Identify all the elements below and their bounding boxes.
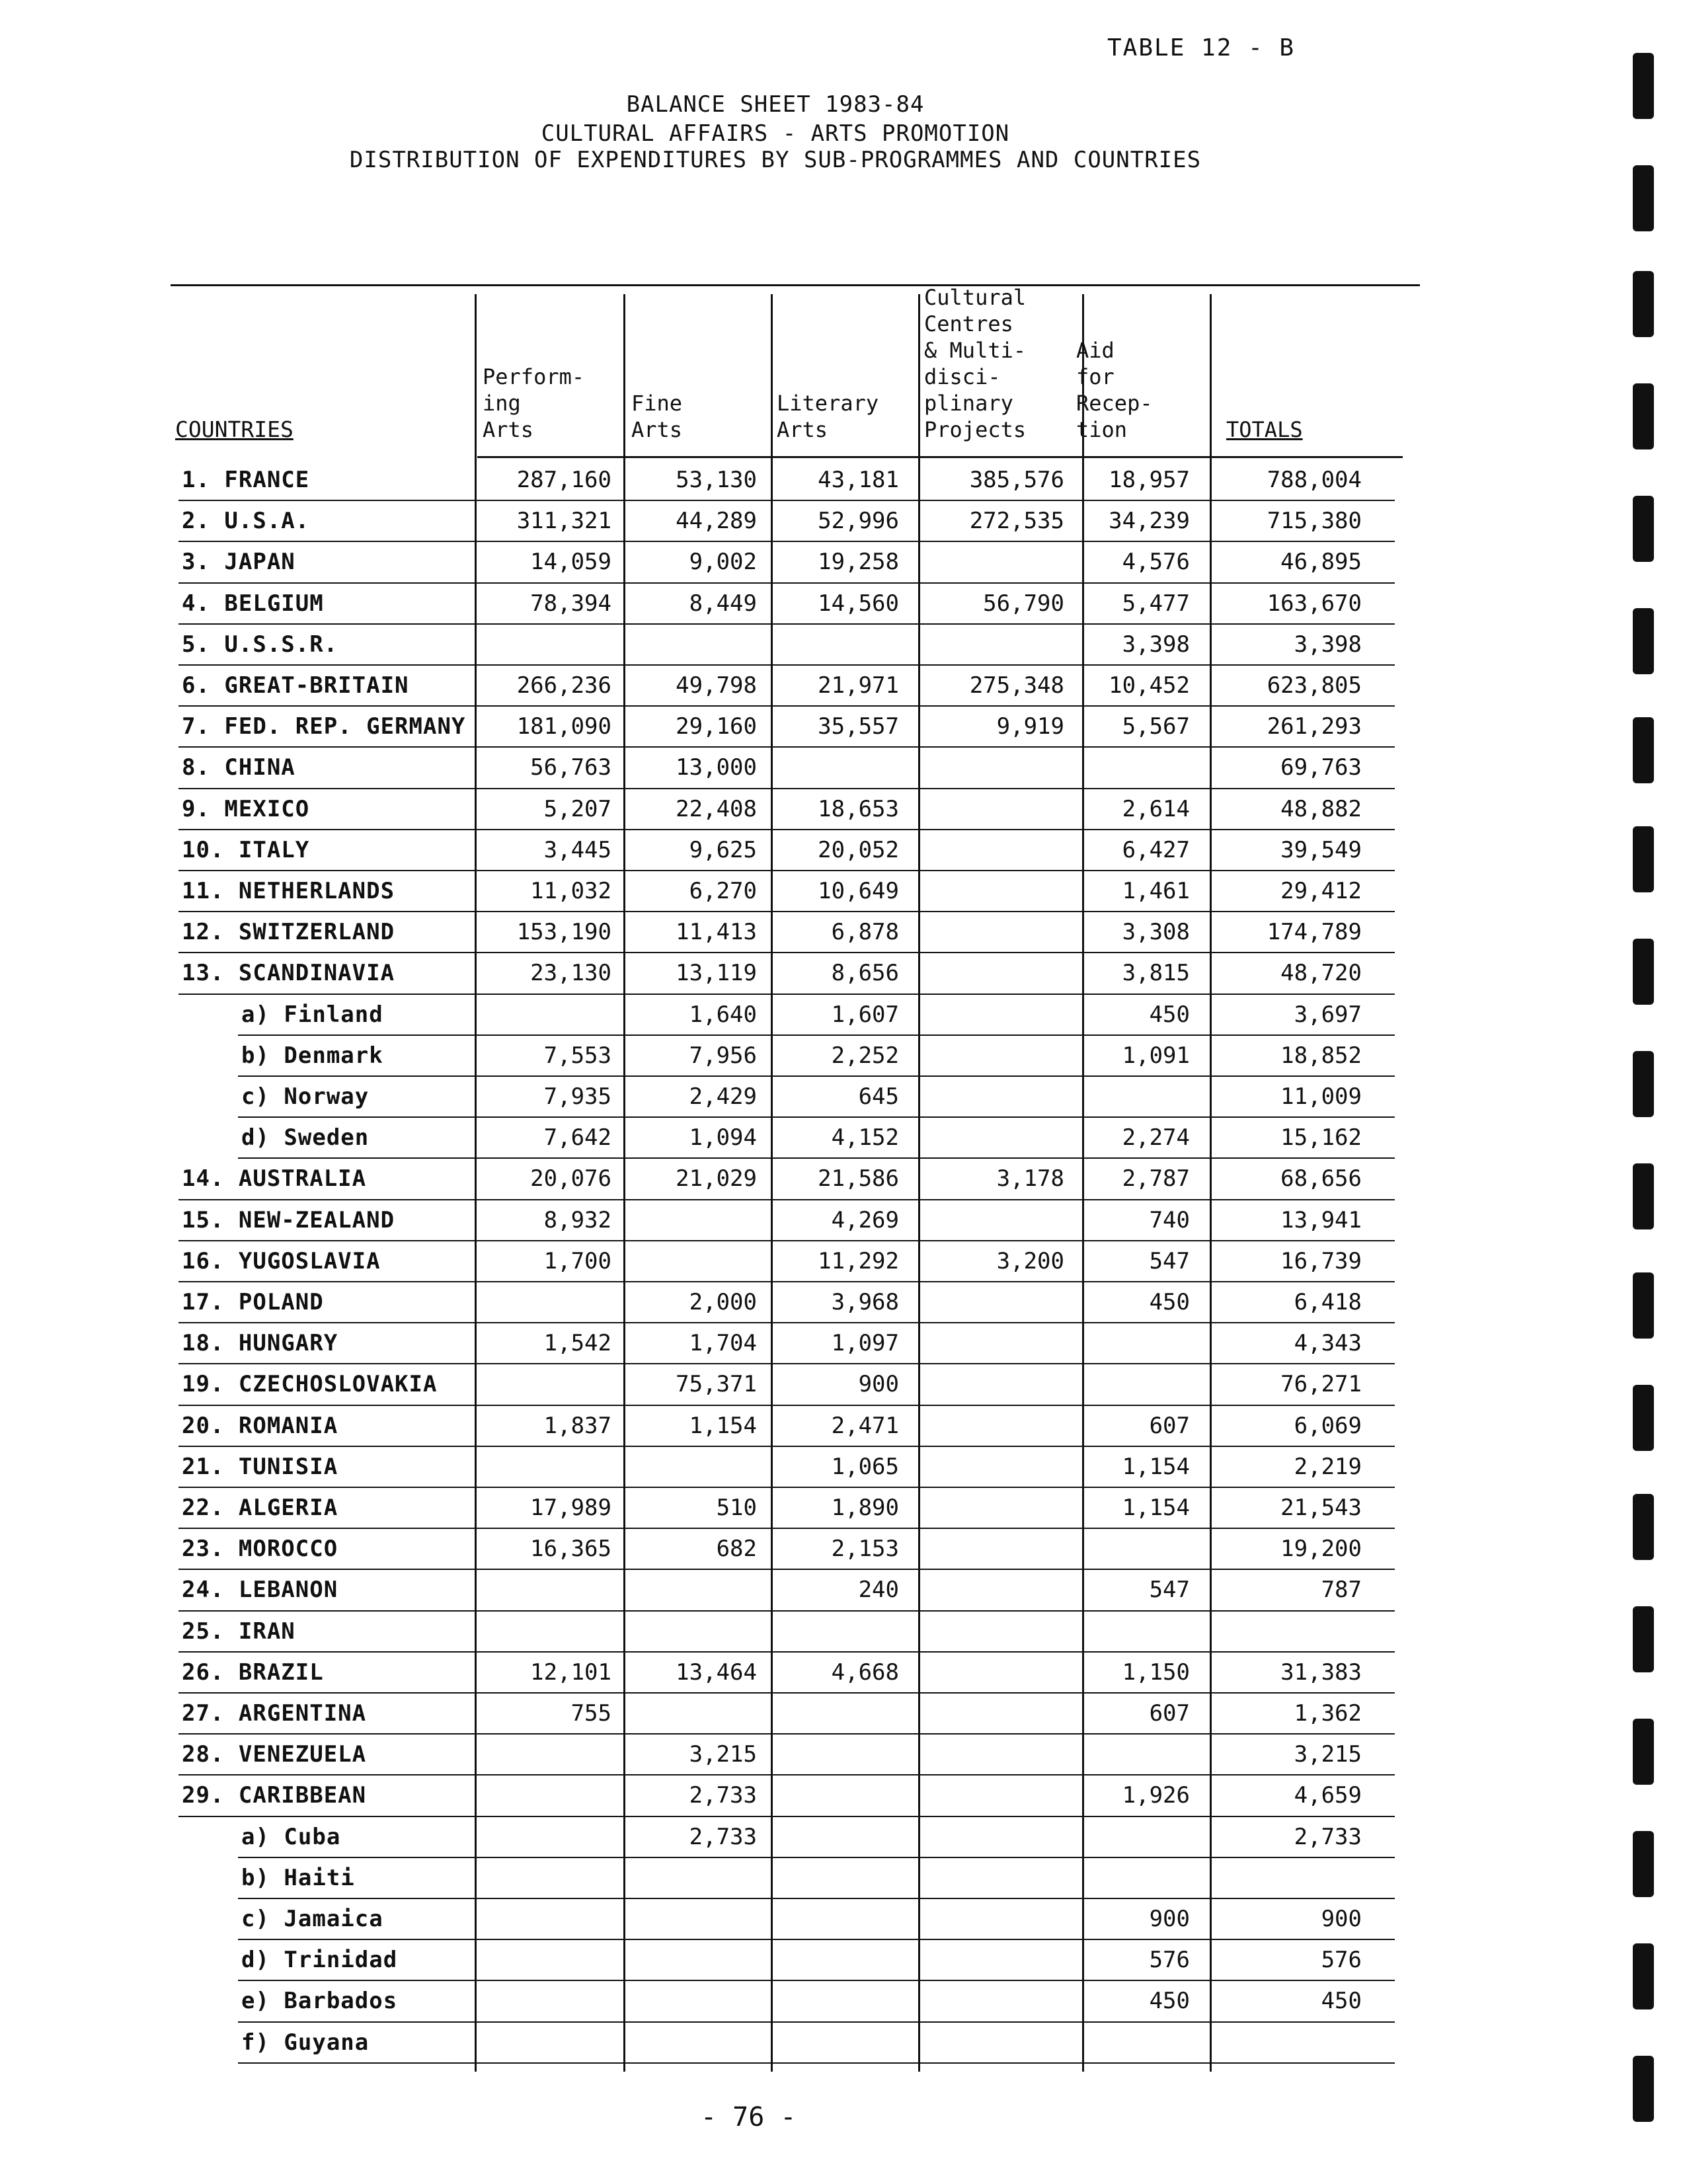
cell-performing: 23,130 (530, 960, 611, 987)
binder-mark (1633, 383, 1654, 449)
cell-total: 16,739 (1280, 1247, 1362, 1274)
cell-fine: 682 (716, 1536, 757, 1563)
binder-mark (1633, 1272, 1654, 1339)
cell-literary: 8,656 (831, 960, 899, 987)
cell-total: 11,009 (1280, 1083, 1362, 1110)
cell-aid: 3,308 (1122, 919, 1190, 946)
country-name: 29. CARIBBEAN (182, 1782, 367, 1809)
cell-cultural: 275,348 (969, 672, 1064, 699)
cell-total: 13,941 (1280, 1206, 1362, 1233)
row-rule (178, 1733, 1395, 1735)
cell-literary: 1,097 (831, 1330, 899, 1357)
binder-mark (1633, 165, 1654, 231)
row-rule (178, 541, 1395, 542)
cell-total: 900 (1321, 1906, 1362, 1932)
country-name: f) Guyana (241, 2029, 370, 2056)
cell-fine: 1,154 (689, 1412, 757, 1439)
cell-fine: 3,215 (689, 1741, 757, 1768)
cell-performing: 3,445 (543, 836, 611, 863)
cell-total: 39,549 (1280, 836, 1362, 863)
cell-fine: 13,000 (676, 754, 757, 781)
cell-total: 31,383 (1280, 1658, 1362, 1686)
cell-literary: 2,471 (831, 1412, 899, 1439)
cell-performing: 17,989 (530, 1495, 611, 1521)
row-rule (178, 1651, 1395, 1653)
cell-literary: 4,269 (831, 1206, 899, 1233)
row-rule (238, 1034, 1395, 1036)
row-rule (238, 1075, 1395, 1077)
cell-fine: 6,270 (689, 878, 757, 904)
row-rule (178, 746, 1395, 748)
cell-aid: 607 (1149, 1700, 1190, 1727)
country-name: 15. NEW-ZEALAND (182, 1206, 395, 1233)
row-rule (178, 1322, 1395, 1323)
cell-literary: 3,968 (831, 1289, 899, 1315)
row-rule (178, 788, 1395, 789)
cell-literary: 2,252 (831, 1042, 899, 1069)
cell-aid: 740 (1149, 1206, 1190, 1233)
page-number: - 76 - (701, 2102, 797, 2132)
row-rule (238, 1939, 1395, 1940)
cell-total: 68,656 (1280, 1165, 1362, 1192)
cell-aid: 1,154 (1122, 1495, 1190, 1521)
cell-aid: 3,815 (1122, 960, 1190, 987)
cell-total: 6,069 (1294, 1412, 1362, 1439)
cell-performing: 12,101 (530, 1658, 611, 1686)
cell-fine: 44,289 (676, 508, 757, 535)
row-rule (178, 1446, 1395, 1447)
row-rule (178, 1528, 1395, 1529)
cell-total: 29,412 (1280, 878, 1362, 904)
header-fine-arts: Fine Arts (631, 391, 683, 442)
cell-fine: 2,733 (689, 1823, 757, 1850)
cell-total: 174,789 (1267, 919, 1362, 946)
cell-fine: 510 (716, 1495, 757, 1521)
cell-fine: 13,464 (676, 1658, 757, 1686)
cell-total: 4,659 (1294, 1782, 1362, 1809)
cell-cultural: 272,535 (969, 508, 1064, 535)
binder-mark (1633, 271, 1654, 337)
country-name: a) Finland (241, 1001, 383, 1028)
cell-performing: 266,236 (516, 672, 611, 699)
cell-aid: 607 (1149, 1412, 1190, 1439)
cell-fine: 7,956 (689, 1042, 757, 1069)
binder-mark (1633, 53, 1654, 119)
cell-literary: 21,586 (818, 1165, 899, 1192)
country-name: 23. MOROCCO (182, 1536, 338, 1563)
country-name: c) Jamaica (241, 1906, 383, 1932)
cell-performing: 56,763 (530, 754, 611, 781)
row-rule (178, 1281, 1395, 1282)
country-name: 20. ROMANIA (182, 1412, 338, 1439)
cell-total: 2,733 (1294, 1823, 1362, 1850)
country-name: d) Trinidad (241, 1947, 398, 1974)
cell-fine: 11,413 (676, 919, 757, 946)
row-rule (178, 705, 1395, 707)
row-rule (238, 1857, 1395, 1858)
cell-aid: 450 (1149, 1988, 1190, 2015)
cell-performing: 287,160 (516, 467, 611, 493)
binder-mark (1633, 717, 1654, 783)
binder-mark (1633, 1494, 1654, 1560)
cell-aid: 1,091 (1122, 1042, 1190, 1069)
cell-cultural: 3,178 (996, 1165, 1064, 1192)
cell-cultural: 3,200 (996, 1247, 1064, 1274)
binder-mark (1633, 1943, 1654, 2009)
row-rule (178, 870, 1395, 871)
country-name: 19. CZECHOSLOVAKIA (182, 1371, 438, 1398)
cell-total: 3,697 (1294, 1001, 1362, 1028)
country-name: 3. JAPAN (182, 549, 295, 576)
cell-aid: 2,274 (1122, 1124, 1190, 1151)
title-line-3: DISTRIBUTION OF EXPENDITURES BY SUB-PROGRAMMES AND COUNTRIES (349, 147, 1202, 173)
table-reference: TABLE 12 - B (1107, 34, 1296, 61)
cell-aid: 450 (1149, 1001, 1190, 1028)
cell-aid: 1,461 (1122, 878, 1190, 904)
country-name: 2. U.S.A. (182, 508, 310, 535)
cell-total: 261,293 (1267, 713, 1362, 740)
binder-mark (1633, 939, 1654, 1005)
cell-fine: 2,000 (689, 1289, 757, 1315)
row-rule (178, 1774, 1395, 1775)
cell-performing: 5,207 (543, 795, 611, 822)
cell-fine: 53,130 (676, 467, 757, 493)
cell-total: 19,200 (1280, 1536, 1362, 1563)
cell-literary: 645 (858, 1083, 899, 1110)
cell-total: 450 (1321, 1988, 1362, 2015)
cell-literary: 4,668 (831, 1658, 899, 1686)
cell-aid: 450 (1149, 1289, 1190, 1315)
row-rule (178, 664, 1395, 666)
cell-literary: 1,890 (831, 1495, 899, 1521)
cell-total: 76,271 (1280, 1371, 1362, 1398)
cell-total: 48,882 (1280, 795, 1362, 822)
row-rule (178, 952, 1395, 953)
cell-fine: 1,704 (689, 1330, 757, 1357)
row-rule (238, 2021, 1395, 2023)
cell-total: 163,670 (1267, 590, 1362, 617)
cell-total: 69,763 (1280, 754, 1362, 781)
row-rule (178, 1816, 1395, 1817)
cell-fine: 1,640 (689, 1001, 757, 1028)
cell-literary: 14,560 (818, 590, 899, 617)
cell-literary: 1,065 (831, 1453, 899, 1480)
country-name: 4. BELGIUM (182, 590, 324, 617)
row-rule (178, 829, 1395, 830)
country-name: 18. HUNGARY (182, 1330, 338, 1357)
cell-literary: 35,557 (818, 713, 899, 740)
country-name: d) Sweden (241, 1124, 370, 1151)
country-name: 1. FRANCE (182, 467, 310, 493)
country-name: 7. FED. REP. GERMANY (182, 713, 466, 740)
cell-total: 2,219 (1294, 1453, 1362, 1480)
cell-fine: 1,094 (689, 1124, 757, 1151)
cell-aid: 547 (1149, 1577, 1190, 1604)
cell-literary: 11,292 (818, 1247, 899, 1274)
row-rule (178, 500, 1395, 501)
header-bottom-rule (477, 456, 1403, 458)
country-name: 5. U.S.S.R. (182, 631, 338, 658)
binder-mark (1633, 826, 1654, 892)
cell-aid: 2,614 (1122, 795, 1190, 822)
cell-performing: 1,700 (543, 1247, 611, 1274)
country-name: 17. POLAND (182, 1289, 324, 1315)
cell-total: 3,398 (1294, 631, 1362, 658)
cell-literary: 10,649 (818, 878, 899, 904)
row-rule (178, 1405, 1395, 1406)
header-performing-arts: Perform- ing Arts (483, 364, 585, 442)
cell-total: 788,004 (1267, 467, 1362, 493)
cell-fine: 8,449 (689, 590, 757, 617)
cell-fine: 22,408 (676, 795, 757, 822)
row-rule (178, 1487, 1395, 1488)
country-name: 21. TUNISIA (182, 1453, 338, 1480)
cell-fine: 75,371 (676, 1371, 757, 1398)
binder-mark (1633, 2056, 1654, 2122)
cell-literary: 20,052 (818, 836, 899, 863)
cell-literary: 21,971 (818, 672, 899, 699)
binder-mark (1633, 608, 1654, 674)
cell-aid: 1,150 (1122, 1658, 1190, 1686)
binder-mark (1633, 1719, 1654, 1785)
country-name: a) Cuba (241, 1823, 341, 1850)
table-top-rule (171, 284, 1420, 286)
cell-fine: 2,733 (689, 1782, 757, 1809)
cell-aid: 18,957 (1109, 467, 1190, 493)
cell-total: 6,418 (1294, 1289, 1362, 1315)
binder-mark (1633, 1163, 1654, 1229)
cell-performing: 1,542 (543, 1330, 611, 1357)
cell-total: 623,805 (1267, 672, 1362, 699)
cell-total: 715,380 (1267, 508, 1362, 535)
row-rule (238, 1157, 1395, 1159)
title-line-1: BALANCE SHEET 1983-84 (626, 91, 925, 118)
row-rule (178, 1363, 1395, 1364)
cell-aid: 5,567 (1122, 713, 1190, 740)
cell-performing: 11,032 (530, 878, 611, 904)
cell-fine: 13,119 (676, 960, 757, 987)
cell-aid: 576 (1149, 1947, 1190, 1974)
country-name: 10. ITALY (182, 836, 310, 863)
cell-cultural: 9,919 (996, 713, 1064, 740)
binder-mark (1633, 496, 1654, 562)
country-name: 13. SCANDINAVIA (182, 960, 395, 987)
header-totals: TOTALS (1226, 417, 1303, 442)
country-name: c) Norway (241, 1083, 370, 1110)
header-countries: COUNTRIES (175, 416, 294, 442)
country-name: 24. LEBANON (182, 1577, 338, 1604)
cell-performing: 20,076 (530, 1165, 611, 1192)
cell-aid: 34,239 (1109, 508, 1190, 535)
row-rule (178, 1199, 1395, 1200)
cell-total: 576 (1321, 1947, 1362, 1974)
row-rule (178, 1692, 1395, 1694)
cell-literary: 4,152 (831, 1124, 899, 1151)
row-rule (238, 1980, 1395, 1981)
cell-total: 3,215 (1294, 1741, 1362, 1768)
cell-literary: 52,996 (818, 508, 899, 535)
cell-aid: 10,452 (1109, 672, 1190, 699)
country-name: e) Barbados (241, 1988, 398, 2015)
cell-literary: 43,181 (818, 467, 899, 493)
cell-fine: 49,798 (676, 672, 757, 699)
cell-cultural: 385,576 (969, 467, 1064, 493)
header-literary-arts: Literary Arts (777, 391, 879, 442)
country-name: 25. IRAN (182, 1618, 295, 1645)
cell-fine: 21,029 (676, 1165, 757, 1192)
row-rule (178, 1569, 1395, 1570)
row-rule (178, 1610, 1395, 1612)
cell-aid: 3,398 (1122, 631, 1190, 658)
country-name: b) Denmark (241, 1042, 383, 1069)
cell-literary: 1,607 (831, 1001, 899, 1028)
country-name: 6. GREAT-BRITAIN (182, 672, 409, 699)
cell-total: 4,343 (1294, 1330, 1362, 1357)
cell-aid: 900 (1149, 1906, 1190, 1932)
cell-performing: 311,321 (516, 508, 611, 535)
cell-literary: 19,258 (818, 549, 899, 576)
cell-performing: 153,190 (516, 919, 611, 946)
row-rule (178, 911, 1395, 912)
cell-fine: 2,429 (689, 1083, 757, 1110)
title-line-2: CULTURAL AFFAIRS - ARTS PROMOTION (541, 120, 1010, 147)
cell-literary: 6,878 (831, 919, 899, 946)
cell-aid: 6,427 (1122, 836, 1190, 863)
country-name: 28. VENEZUELA (182, 1741, 367, 1768)
row-rule (178, 994, 1395, 995)
cell-fine: 9,002 (689, 549, 757, 576)
country-name: 12. SWITZERLAND (182, 919, 395, 946)
cell-total: 1,362 (1294, 1700, 1362, 1727)
cell-fine: 9,625 (689, 836, 757, 863)
cell-aid: 2,787 (1122, 1165, 1190, 1192)
column-divider (1210, 294, 1212, 2072)
cell-performing: 755 (570, 1700, 611, 1727)
country-name: 14. AUSTRALIA (182, 1165, 367, 1192)
header-cultural-centres: Cultural Centres & Multi- disci- plinary Projects (924, 285, 1027, 442)
cell-literary: 900 (858, 1371, 899, 1398)
cell-aid: 1,926 (1122, 1782, 1190, 1809)
cell-literary: 240 (858, 1577, 899, 1604)
cell-literary: 18,653 (818, 795, 899, 822)
cell-aid: 547 (1149, 1247, 1190, 1274)
cell-performing: 7,642 (543, 1124, 611, 1151)
country-name: 8. CHINA (182, 754, 295, 781)
cell-performing: 181,090 (516, 713, 611, 740)
cell-total: 21,543 (1280, 1495, 1362, 1521)
cell-aid: 4,576 (1122, 549, 1190, 576)
binder-mark (1633, 1051, 1654, 1117)
cell-performing: 78,394 (530, 590, 611, 617)
header-aid-for-reception: Aid for Recep- tion (1076, 338, 1153, 442)
binder-mark (1633, 1606, 1654, 1672)
binder-mark (1633, 1831, 1654, 1897)
cell-total: 46,895 (1280, 549, 1362, 576)
cell-performing: 8,932 (543, 1206, 611, 1233)
binder-mark (1633, 1385, 1654, 1451)
cell-performing: 16,365 (530, 1536, 611, 1563)
row-rule (178, 623, 1395, 625)
cell-total: 15,162 (1280, 1124, 1362, 1151)
country-name: 27. ARGENTINA (182, 1700, 367, 1727)
cell-performing: 14,059 (530, 549, 611, 576)
country-name: b) Haiti (241, 1864, 355, 1891)
country-name: 22. ALGERIA (182, 1495, 338, 1521)
cell-cultural: 56,790 (983, 590, 1064, 617)
row-rule (238, 1898, 1395, 1899)
row-rule (238, 1116, 1395, 1118)
cell-total: 18,852 (1280, 1042, 1362, 1069)
country-name: 11. NETHERLANDS (182, 878, 395, 904)
cell-performing: 1,837 (543, 1412, 611, 1439)
country-name: 9. MEXICO (182, 795, 310, 822)
cell-aid: 1,154 (1122, 1453, 1190, 1480)
country-name: 26. BRAZIL (182, 1658, 324, 1686)
cell-total: 787 (1321, 1577, 1362, 1604)
cell-total: 48,720 (1280, 960, 1362, 987)
cell-performing: 7,935 (543, 1083, 611, 1110)
row-rule (178, 1240, 1395, 1241)
cell-literary: 2,153 (831, 1536, 899, 1563)
country-name: 16. YUGOSLAVIA (182, 1247, 381, 1274)
row-rule (178, 582, 1395, 584)
cell-aid: 5,477 (1122, 590, 1190, 617)
row-rule (238, 2062, 1395, 2064)
cell-fine: 29,160 (676, 713, 757, 740)
cell-performing: 7,553 (543, 1042, 611, 1069)
